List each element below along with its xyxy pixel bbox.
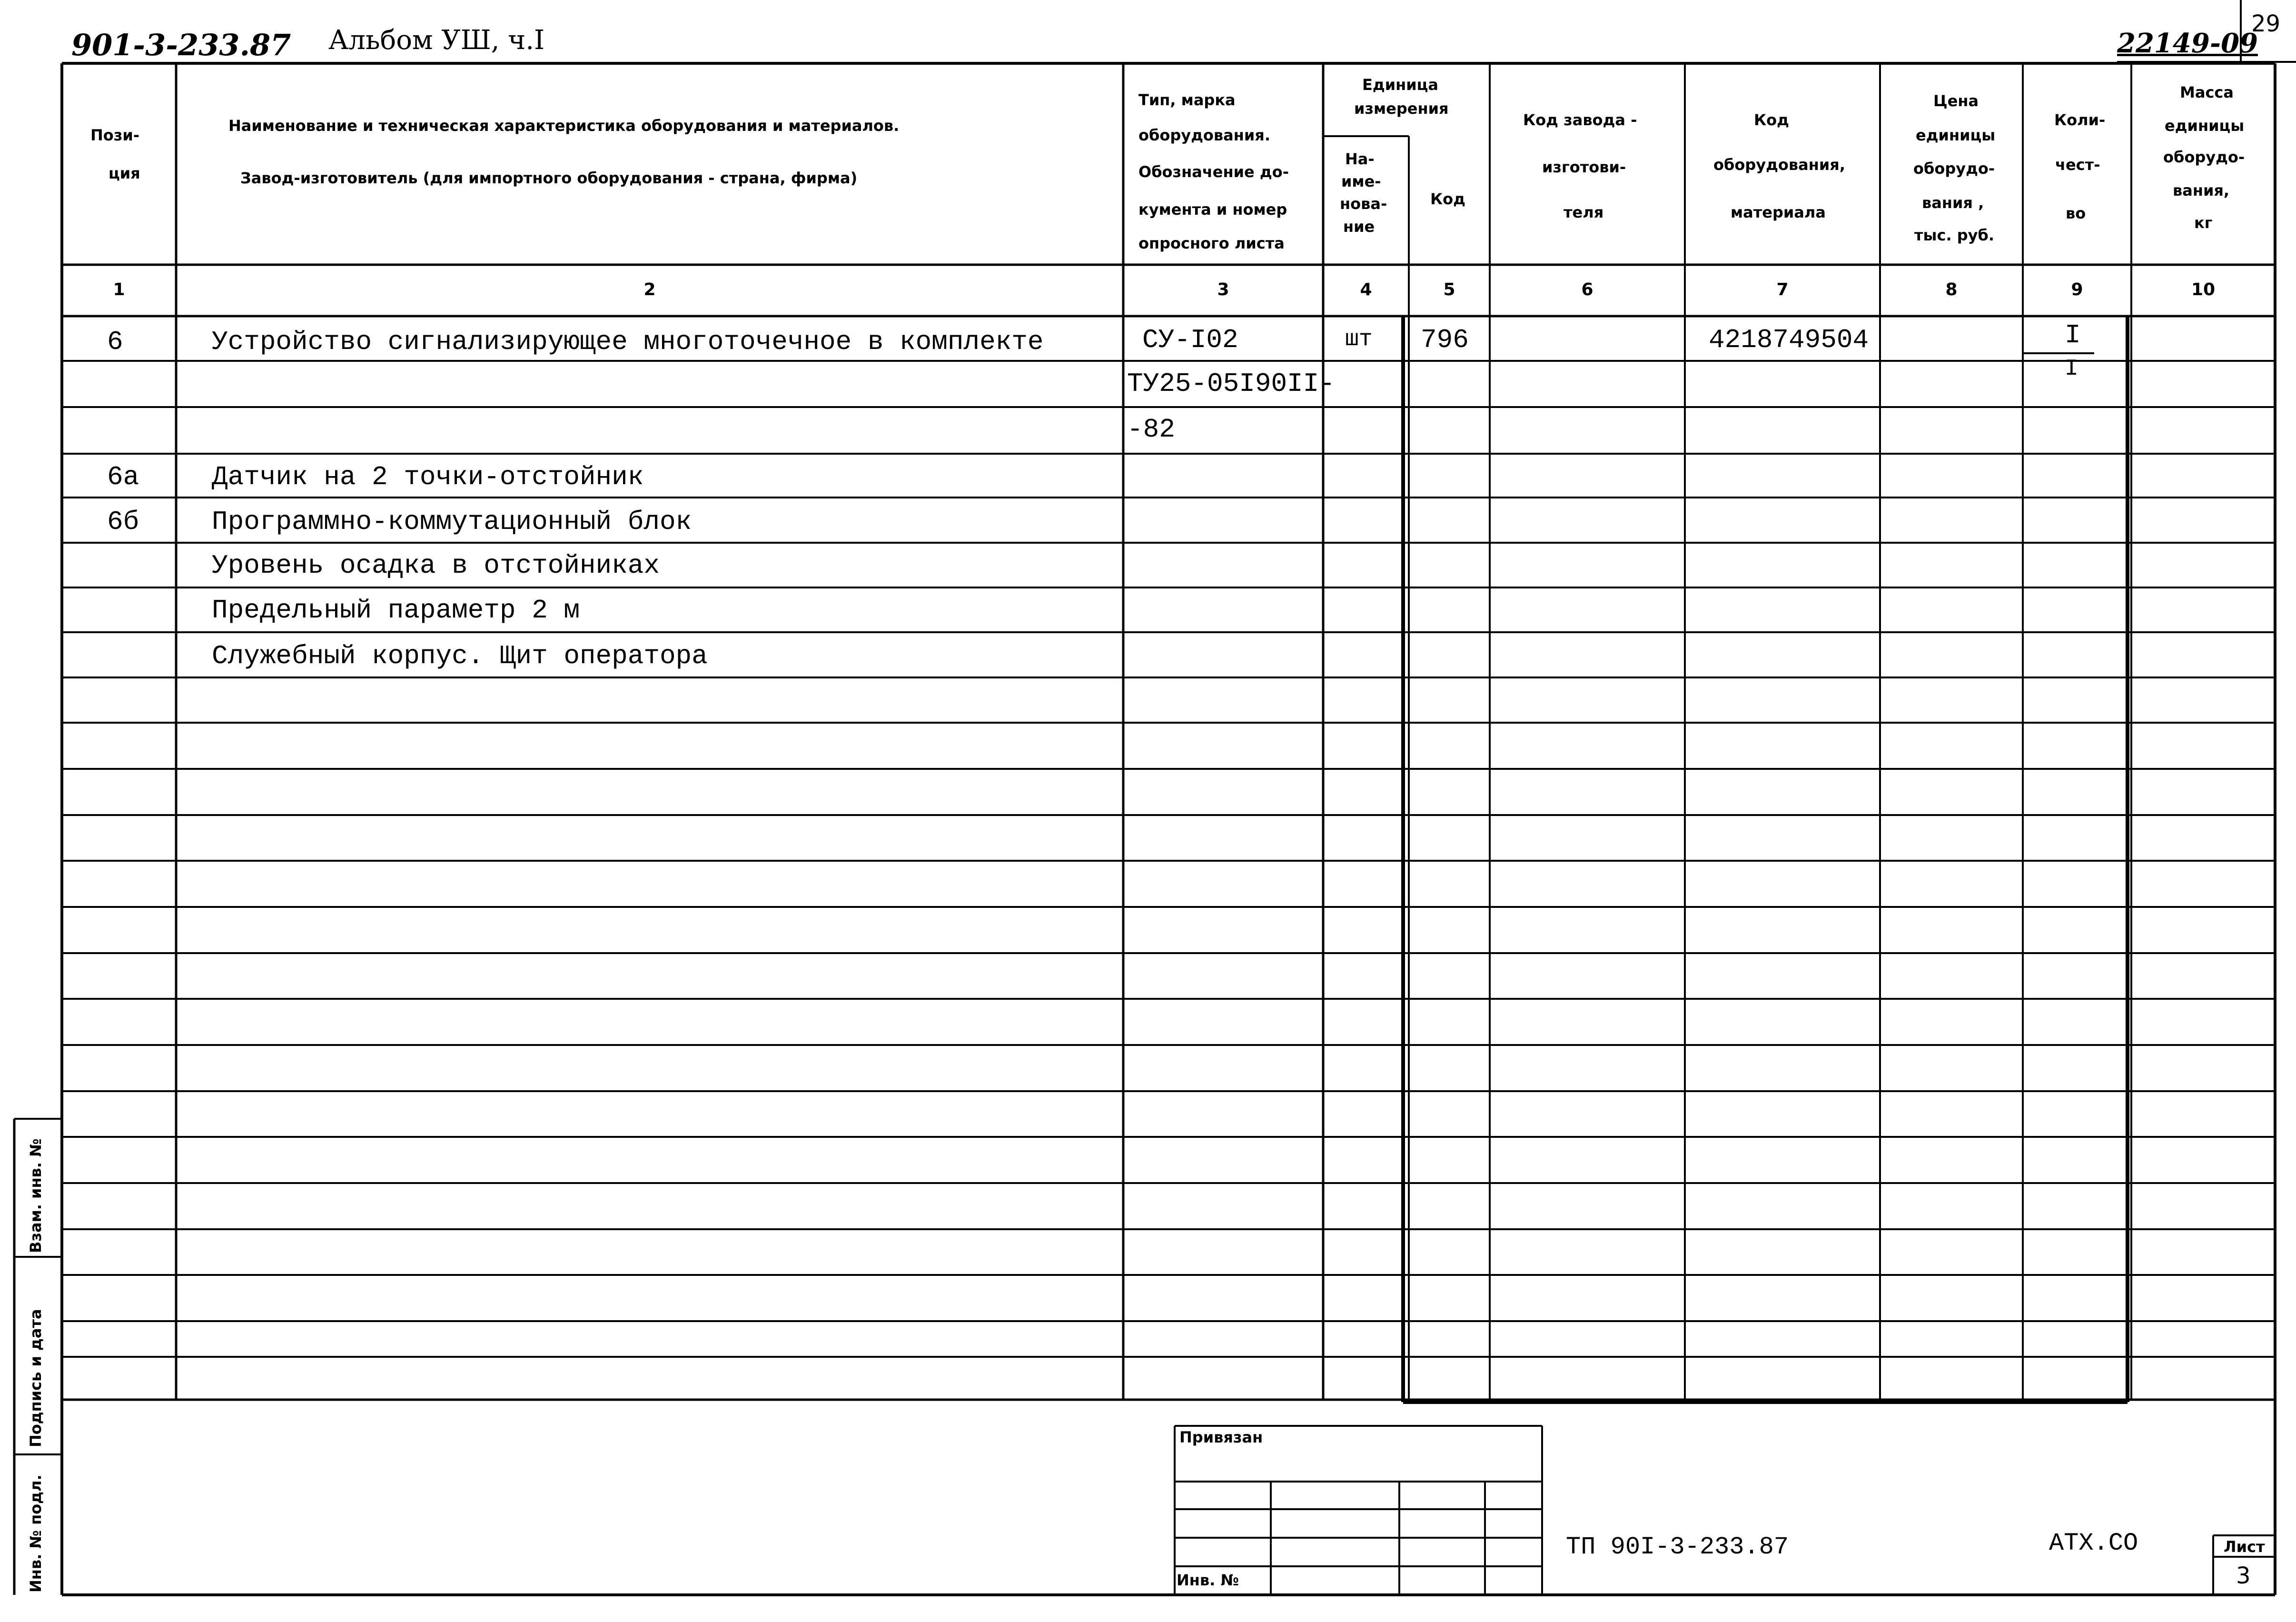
side-label-inv-podl: Инв. № подл. (27, 1474, 45, 1592)
header-col-7-line-2: оборудования, (1713, 156, 1845, 174)
header-col-4-line-4: ние (1343, 218, 1375, 236)
header-col-10-line-1: Масса (2180, 83, 2234, 101)
header-col-6-line-2: изготови- (1542, 158, 1626, 176)
header-col-6-line-3: теля (1564, 203, 1604, 221)
header-col-8-line-5: тыс. руб. (1914, 226, 1995, 244)
header-col-10-line-4: вания, (2173, 181, 2230, 199)
doc-code-handwritten: 901-3-233.87 (71, 28, 291, 62)
row-quantity: I (2065, 320, 2081, 350)
side-label-podpis-data: Подпись и дата (27, 1309, 45, 1447)
column-number: 10 (2191, 280, 2216, 299)
stamp-privyazan: Привязан (1179, 1428, 1263, 1446)
header-col-1-line-1: Пози- (90, 126, 140, 144)
column-number: 4 (1360, 280, 1372, 299)
header-col-8-line-3: оборудо- (1913, 159, 1995, 178)
column-number: 7 (1776, 280, 1789, 299)
column-number: 5 (1443, 280, 1455, 299)
header-col-9-line-1: Коли- (2054, 111, 2106, 129)
row-type: СУ-I02 (1142, 325, 1238, 355)
header-col-3-line-1: Тип, марка (1138, 91, 1236, 109)
row-name: Программно-коммутационный блок (212, 507, 692, 537)
header-col-2-line-2: Завод-изготовитель (для импортного оборудования - страна, фирма) (240, 169, 858, 187)
header-col-10-line-3: оборудо- (2163, 148, 2245, 166)
header-col-5: Код (1430, 190, 1465, 208)
header-col-10-line-2: единицы (2165, 117, 2245, 135)
header-col-3-line-4: кумента и номер (1138, 200, 1287, 219)
header-col-8-line-1: Цена (1933, 92, 1979, 110)
stamp-list-label: Лист (2224, 1538, 2265, 1556)
header-col-9-line-2: чест- (2055, 156, 2100, 174)
header-unit-group-line-2: измерения (1354, 100, 1449, 118)
row-quantity: I (2065, 356, 2078, 382)
row-position: 6б (107, 507, 139, 537)
column-number: 8 (1945, 280, 1958, 299)
column-number: 3 (1217, 280, 1229, 299)
column-number: 1 (113, 280, 125, 299)
header-col-3-line-2: оборудования. (1138, 126, 1270, 144)
header-col-7-line-1: Код (1754, 111, 1789, 129)
stamp-document-code: ТП 90I-3-233.87 (1566, 1533, 1789, 1561)
row-name: Устройство сигнализирующее многоточечное в комплекте (212, 327, 1044, 357)
row-type: -82 (1127, 414, 1175, 445)
stamp-document-mark: АТХ.СО (2049, 1529, 2138, 1557)
header-col-1-line-2: ция (109, 164, 140, 182)
row-type: ТУ25-05I90II- (1127, 368, 1335, 399)
header-col-8-line-4: вания , (1922, 194, 1984, 212)
row-equipment-code: 4218749504 (1709, 325, 1869, 355)
column-number: 9 (2071, 280, 2083, 299)
header-col-4-line-1: На- (1345, 150, 1375, 168)
row-position: 6 (107, 327, 123, 357)
row-name: Уровень осадка в отстойниках (212, 550, 660, 581)
column-number: 6 (1581, 280, 1593, 299)
row-unit-code: 796 (1421, 325, 1469, 355)
header-col-2-line-1: Наименование и техническая характеристика оборудования и материалов. (228, 117, 900, 135)
page-number: 29 (2251, 10, 2281, 37)
header-col-7-line-3: материала (1731, 203, 1826, 221)
stamp-list-number: 3 (2236, 1562, 2251, 1589)
stamp-inv-no: Инв. № (1177, 1571, 1239, 1589)
row-unit: шт (1345, 327, 1373, 352)
header-col-6-line-1: Код завода - (1523, 111, 1637, 129)
row-position: 6а (107, 462, 139, 492)
inventory-number-handwritten: 22149-09 (2117, 28, 2258, 59)
header-unit-group-line-1: Единица (1362, 76, 1438, 94)
row-name: Предельный параметр 2 м (212, 595, 580, 626)
album-label: Альбом УШ, ч.I (328, 25, 545, 56)
header-col-3-line-5: опросного листа (1138, 234, 1285, 252)
header-col-9-line-3: во (2066, 204, 2086, 222)
side-label-vzam-inv: Взам. инв. № (27, 1138, 45, 1253)
row-name: Датчик на 2 точки-отстойник (212, 462, 644, 492)
column-number: 2 (643, 280, 656, 299)
header-col-4-line-3: нова- (1340, 195, 1387, 213)
header-col-8-line-2: единицы (1916, 126, 1996, 144)
header-col-10-line-5: кг (2194, 214, 2213, 232)
header-col-4-line-2: име- (1341, 172, 1381, 190)
header-col-3-line-3: Обозначение до- (1138, 163, 1289, 181)
stamp-grid (1175, 1426, 2275, 1595)
row-name: Служебный корпус. Щит оператора (212, 641, 708, 671)
